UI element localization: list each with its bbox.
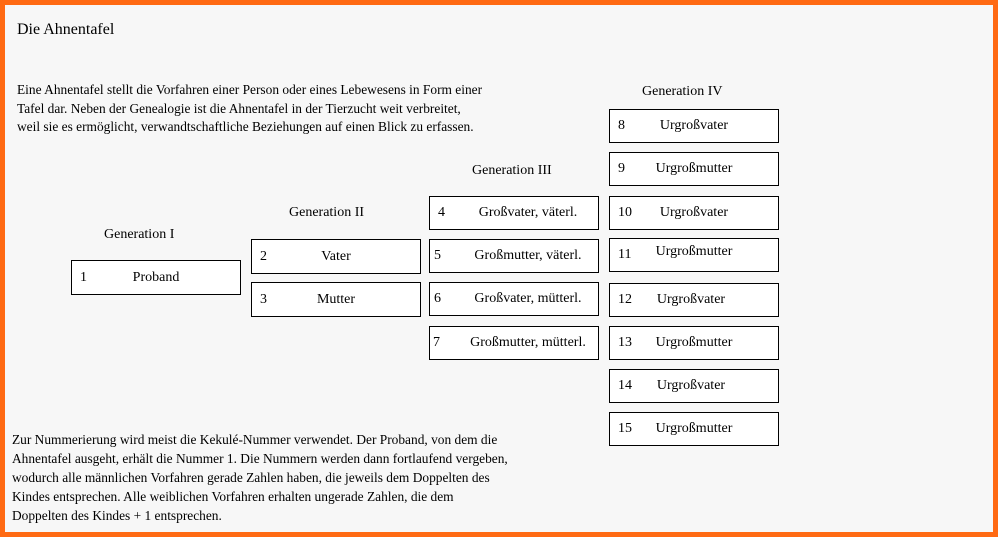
generation-1-heading: Generation I — [104, 227, 175, 242]
person-box-5 — [429, 239, 599, 273]
person-number: 11 — [618, 247, 632, 262]
person-number: 5 — [434, 248, 441, 263]
person-number: 4 — [438, 205, 445, 220]
intro-line: Eine Ahnentafel stellt die Vorfahren einer Person oder eines Lebewesens in Form einer — [17, 82, 483, 97]
person-name: Großmutter, väterl. — [474, 248, 582, 263]
person-number: 15 — [618, 421, 632, 436]
person-name: Urgroßvater — [659, 118, 729, 133]
page-title: Die Ahnentafel — [17, 21, 115, 38]
outro-line: Kindes entsprechen. Alle weiblichen Vorfahren erhalten ungerade Zahlen, die dem — [12, 489, 454, 504]
person-name: Großvater, mütterl. — [474, 291, 582, 306]
person-name: Urgroßmutter — [655, 335, 733, 350]
person-number: 14 — [618, 378, 632, 393]
person-name: Urgroßvater — [659, 205, 729, 220]
person-box-4 — [429, 196, 599, 230]
person-number: 8 — [618, 118, 625, 133]
outro-line: Zur Nummerierung wird meist die Kekulé-Nummer verwendet. Der Proband, von dem die — [12, 432, 498, 447]
person-name: Urgroßmutter — [655, 161, 733, 176]
person-number: 3 — [260, 291, 267, 307]
person-box-13 — [609, 326, 779, 360]
person-name: Urgroßmutter — [655, 243, 733, 259]
person-name: Urgroßvater — [656, 292, 726, 307]
person-box-9 — [609, 152, 779, 186]
outro-line: Doppelten des Kindes + 1 entsprechen. — [12, 508, 222, 523]
ahnentafel-page — [5, 5, 993, 532]
person-box-7 — [429, 326, 599, 360]
person-name: Vater — [321, 248, 351, 264]
person-box-12 — [609, 283, 779, 317]
person-number: 9 — [618, 161, 625, 176]
person-number: 12 — [618, 292, 632, 307]
person-name: Proband — [132, 269, 180, 285]
person-box-15 — [609, 412, 779, 446]
generation-3-heading: Generation III — [472, 163, 552, 178]
person-box-10 — [609, 196, 779, 230]
person-box-2 — [251, 239, 421, 274]
intro-paragraph — [17, 81, 577, 137]
person-number: 10 — [618, 205, 632, 220]
person-number: 7 — [433, 335, 440, 350]
intro-line: Tafel dar. Neben der Genealogie ist die Ahnentafel in der Tierzucht weit verbreitet, — [17, 100, 461, 116]
person-number: 2 — [260, 248, 267, 264]
person-box-8 — [609, 109, 779, 143]
outro-line: Ahnentafel ausgeht, erhält die Nummer 1. Die Nummern werden dann fortlaufend vergeben, — [12, 451, 508, 466]
person-name: Großvater, väterl. — [478, 205, 578, 220]
person-box-11 — [609, 238, 779, 272]
person-box-6 — [429, 282, 599, 316]
person-box-14 — [609, 369, 779, 403]
person-number: 6 — [434, 291, 441, 306]
person-name: Großmutter, mütterl. — [470, 335, 586, 350]
person-box-1 — [71, 260, 241, 295]
person-name: Urgroßvater — [656, 378, 726, 393]
intro-line: weil sie es ermöglicht, verwandtschaftliche Beziehungen auf einen Blick zu erfassen. — [17, 119, 474, 134]
generation-2-heading: Generation II — [289, 205, 365, 220]
generation-4-heading: Generation IV — [642, 84, 723, 99]
outro-line: wodurch alle männlichen Vorfahren gerade Zahlen haben, die jeweils dem Doppelten des — [12, 470, 490, 485]
person-box-3 — [251, 282, 421, 317]
person-name: Urgroßmutter — [655, 421, 733, 436]
person-name: Mutter — [316, 291, 356, 307]
person-number: 1 — [80, 269, 87, 285]
person-number: 13 — [618, 335, 632, 350]
numbering-paragraph — [12, 430, 592, 525]
